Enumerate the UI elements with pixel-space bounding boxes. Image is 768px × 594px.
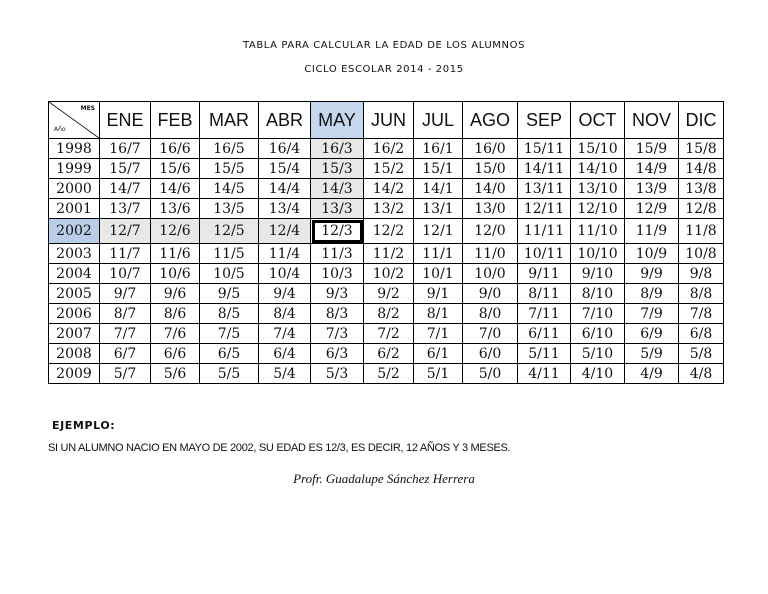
age-cell: 13/2 bbox=[364, 199, 414, 219]
age-cell: 8/8 bbox=[679, 284, 724, 304]
year-cell: 1998 bbox=[49, 139, 100, 159]
month-header-abr: ABR bbox=[259, 102, 311, 139]
month-header-row bbox=[49, 102, 724, 139]
age-cell: 12/6 bbox=[151, 219, 200, 244]
table-row bbox=[49, 159, 724, 179]
age-cell: 14/2 bbox=[364, 179, 414, 199]
corner-month-label: MES bbox=[80, 105, 95, 112]
age-cell: 11/9 bbox=[625, 219, 679, 244]
age-cell: 15/5 bbox=[200, 159, 259, 179]
age-cell: 12/11 bbox=[518, 199, 571, 219]
age-cell: 10/0 bbox=[463, 264, 518, 284]
age-cell: 6/5 bbox=[200, 344, 259, 364]
age-cell: 11/1 bbox=[414, 244, 463, 264]
age-cell: 9/10 bbox=[571, 264, 625, 284]
table-row bbox=[49, 219, 724, 244]
age-cell: 6/7 bbox=[100, 344, 151, 364]
age-cell: 13/5 bbox=[200, 199, 259, 219]
table-row bbox=[49, 244, 724, 264]
age-cell: 13/10 bbox=[571, 179, 625, 199]
age-cell: 14/7 bbox=[100, 179, 151, 199]
age-cell: 16/2 bbox=[364, 139, 414, 159]
age-cell: 6/3 bbox=[311, 344, 364, 364]
age-cell: 16/5 bbox=[200, 139, 259, 159]
age-cell: 14/3 bbox=[311, 179, 364, 199]
age-cell: 10/2 bbox=[364, 264, 414, 284]
age-cell: 10/9 bbox=[625, 244, 679, 264]
example-text: SI UN ALUMNO NACIO EN MAYO DE 2002, SU EDAD ES 12/3, ES DECIR, 12 AÑOS Y 3 MESES. bbox=[48, 442, 511, 454]
age-cell: 15/8 bbox=[679, 139, 724, 159]
age-cell: 13/1 bbox=[414, 199, 463, 219]
age-cell: 4/9 bbox=[625, 364, 679, 384]
age-cell: 7/7 bbox=[100, 324, 151, 344]
age-cell: 12/1 bbox=[414, 219, 463, 244]
year-cell: 2000 bbox=[49, 179, 100, 199]
age-cell: 11/8 bbox=[679, 219, 724, 244]
month-header-feb: FEB bbox=[151, 102, 200, 139]
age-cell: 8/6 bbox=[151, 304, 200, 324]
age-cell: 15/10 bbox=[571, 139, 625, 159]
table-row bbox=[49, 344, 724, 364]
age-cell: 5/11 bbox=[518, 344, 571, 364]
age-cell: 10/10 bbox=[571, 244, 625, 264]
table-row bbox=[49, 284, 724, 304]
age-cell: 5/4 bbox=[259, 364, 311, 384]
month-header-jun: JUN bbox=[364, 102, 414, 139]
age-cell: 6/10 bbox=[571, 324, 625, 344]
age-cell: 8/0 bbox=[463, 304, 518, 324]
age-cell: 14/4 bbox=[259, 179, 311, 199]
corner-year-label: Año bbox=[54, 126, 66, 133]
age-cell: 10/6 bbox=[151, 264, 200, 284]
age-cell: 15/11 bbox=[518, 139, 571, 159]
age-cell: 4/11 bbox=[518, 364, 571, 384]
age-cell: 9/7 bbox=[100, 284, 151, 304]
age-cell: 9/5 bbox=[200, 284, 259, 304]
year-cell: 2001 bbox=[49, 199, 100, 219]
age-cell: 15/4 bbox=[259, 159, 311, 179]
month-header-may: MAY bbox=[311, 102, 364, 139]
age-cell: 13/0 bbox=[463, 199, 518, 219]
age-cell: 9/8 bbox=[679, 264, 724, 284]
age-cell: 13/9 bbox=[625, 179, 679, 199]
age-cell: 7/5 bbox=[200, 324, 259, 344]
age-cell: 8/4 bbox=[259, 304, 311, 324]
age-cell: 10/7 bbox=[100, 264, 151, 284]
age-cell: 5/5 bbox=[200, 364, 259, 384]
age-cell: 13/6 bbox=[151, 199, 200, 219]
age-cell: 10/5 bbox=[200, 264, 259, 284]
age-cell: 11/5 bbox=[200, 244, 259, 264]
year-cell: 2009 bbox=[49, 364, 100, 384]
corner-cell bbox=[49, 102, 100, 139]
age-cell: 7/9 bbox=[625, 304, 679, 324]
age-cell: 12/5 bbox=[200, 219, 259, 244]
age-cell: 13/7 bbox=[100, 199, 151, 219]
age-cell: 14/0 bbox=[463, 179, 518, 199]
age-cell: 8/3 bbox=[311, 304, 364, 324]
year-cell: 2007 bbox=[49, 324, 100, 344]
age-cell: 9/2 bbox=[364, 284, 414, 304]
age-cell: 11/6 bbox=[151, 244, 200, 264]
age-cell: 6/0 bbox=[463, 344, 518, 364]
age-cell: 7/0 bbox=[463, 324, 518, 344]
table-row bbox=[49, 179, 724, 199]
age-cell: 6/6 bbox=[151, 344, 200, 364]
example-label: EJEMPLO: bbox=[52, 419, 116, 432]
age-cell: 15/0 bbox=[463, 159, 518, 179]
age-cell: 7/8 bbox=[679, 304, 724, 324]
age-cell: 7/1 bbox=[414, 324, 463, 344]
document-subtitle: CICLO ESCOLAR 2014 - 2015 bbox=[304, 64, 464, 75]
age-cell: 8/9 bbox=[625, 284, 679, 304]
age-cell: 15/1 bbox=[414, 159, 463, 179]
month-header-ago: AGO bbox=[463, 102, 518, 139]
age-cell: 5/0 bbox=[463, 364, 518, 384]
table-row bbox=[49, 199, 724, 219]
year-cell: 1999 bbox=[49, 159, 100, 179]
age-cell: 10/4 bbox=[259, 264, 311, 284]
age-cell: 10/8 bbox=[679, 244, 724, 264]
age-cell: 10/1 bbox=[414, 264, 463, 284]
age-cell: 7/11 bbox=[518, 304, 571, 324]
age-cell: 5/1 bbox=[414, 364, 463, 384]
age-cell: 9/4 bbox=[259, 284, 311, 304]
age-cell: 8/11 bbox=[518, 284, 571, 304]
age-cell: 12/10 bbox=[571, 199, 625, 219]
age-cell: 10/11 bbox=[518, 244, 571, 264]
age-cell: 5/8 bbox=[679, 344, 724, 364]
age-cell: 12/9 bbox=[625, 199, 679, 219]
age-cell: 12/0 bbox=[463, 219, 518, 244]
age-cell: 5/6 bbox=[151, 364, 200, 384]
age-cell: 9/9 bbox=[625, 264, 679, 284]
age-cell: 15/3 bbox=[311, 159, 364, 179]
age-cell: 16/6 bbox=[151, 139, 200, 159]
signature: Profr. Guadalupe Sánchez Herrera bbox=[293, 471, 475, 486]
document-title: TABLA PARA CALCULAR LA EDAD DE LOS ALUMNOS bbox=[242, 40, 526, 51]
age-cell: 12/3 bbox=[311, 219, 364, 244]
age-cell: 9/1 bbox=[414, 284, 463, 304]
age-cell: 12/8 bbox=[679, 199, 724, 219]
age-cell: 16/4 bbox=[259, 139, 311, 159]
month-header-oct: OCT bbox=[571, 102, 625, 139]
age-cell: 15/2 bbox=[364, 159, 414, 179]
table-row bbox=[49, 364, 724, 384]
year-cell: 2005 bbox=[49, 284, 100, 304]
age-cell: 14/5 bbox=[200, 179, 259, 199]
year-cell: 2003 bbox=[49, 244, 100, 264]
age-cell: 14/6 bbox=[151, 179, 200, 199]
month-header-dic: DIC bbox=[679, 102, 724, 139]
age-cell: 16/1 bbox=[414, 139, 463, 159]
age-cell: 13/3 bbox=[311, 199, 364, 219]
age-cell: 6/2 bbox=[364, 344, 414, 364]
age-cell: 5/9 bbox=[625, 344, 679, 364]
age-cell: 11/10 bbox=[571, 219, 625, 244]
table-row bbox=[49, 264, 724, 284]
month-header-sep: SEP bbox=[518, 102, 571, 139]
age-cell: 9/11 bbox=[518, 264, 571, 284]
age-cell: 12/4 bbox=[259, 219, 311, 244]
age-cell: 14/1 bbox=[414, 179, 463, 199]
age-cell: 6/4 bbox=[259, 344, 311, 364]
age-cell: 15/6 bbox=[151, 159, 200, 179]
age-cell: 6/8 bbox=[679, 324, 724, 344]
month-header-mar: MAR bbox=[200, 102, 259, 139]
age-cell: 9/3 bbox=[311, 284, 364, 304]
age-cell: 11/4 bbox=[259, 244, 311, 264]
age-cell: 16/0 bbox=[463, 139, 518, 159]
age-cell: 11/7 bbox=[100, 244, 151, 264]
age-cell: 9/0 bbox=[463, 284, 518, 304]
age-cell: 13/8 bbox=[679, 179, 724, 199]
age-cell: 7/4 bbox=[259, 324, 311, 344]
age-cell: 8/5 bbox=[200, 304, 259, 324]
age-cell: 14/10 bbox=[571, 159, 625, 179]
year-cell: 2002 bbox=[49, 219, 100, 244]
year-cell: 2006 bbox=[49, 304, 100, 324]
age-cell: 5/10 bbox=[571, 344, 625, 364]
month-header-nov: NOV bbox=[625, 102, 679, 139]
age-cell: 7/10 bbox=[571, 304, 625, 324]
age-cell: 8/7 bbox=[100, 304, 151, 324]
age-cell: 9/6 bbox=[151, 284, 200, 304]
age-cell: 15/9 bbox=[625, 139, 679, 159]
age-cell: 7/2 bbox=[364, 324, 414, 344]
age-cell: 8/2 bbox=[364, 304, 414, 324]
age-cell: 12/7 bbox=[100, 219, 151, 244]
age-cell: 16/7 bbox=[100, 139, 151, 159]
month-header-ene: ENE bbox=[100, 102, 151, 139]
age-cell: 6/1 bbox=[414, 344, 463, 364]
age-table bbox=[48, 101, 724, 384]
age-cell: 8/10 bbox=[571, 284, 625, 304]
table-row bbox=[49, 324, 724, 344]
age-cell: 16/3 bbox=[311, 139, 364, 159]
age-cell: 8/1 bbox=[414, 304, 463, 324]
age-cell: 7/6 bbox=[151, 324, 200, 344]
age-cell: 6/9 bbox=[625, 324, 679, 344]
age-cell: 13/4 bbox=[259, 199, 311, 219]
age-cell: 10/3 bbox=[311, 264, 364, 284]
year-cell: 2008 bbox=[49, 344, 100, 364]
age-cell: 7/3 bbox=[311, 324, 364, 344]
age-cell: 11/11 bbox=[518, 219, 571, 244]
age-cell: 6/11 bbox=[518, 324, 571, 344]
age-cell: 5/3 bbox=[311, 364, 364, 384]
age-cell: 5/2 bbox=[364, 364, 414, 384]
age-cell: 13/11 bbox=[518, 179, 571, 199]
age-cell: 5/7 bbox=[100, 364, 151, 384]
age-cell: 14/8 bbox=[679, 159, 724, 179]
table-row bbox=[49, 139, 724, 159]
age-cell: 11/2 bbox=[364, 244, 414, 264]
age-cell: 4/8 bbox=[679, 364, 724, 384]
month-header-jul: JUL bbox=[414, 102, 463, 139]
age-cell: 11/3 bbox=[311, 244, 364, 264]
age-cell: 14/9 bbox=[625, 159, 679, 179]
table-body bbox=[49, 139, 724, 384]
age-cell: 15/7 bbox=[100, 159, 151, 179]
year-cell: 2004 bbox=[49, 264, 100, 284]
age-cell: 11/0 bbox=[463, 244, 518, 264]
age-cell: 4/10 bbox=[571, 364, 625, 384]
age-cell: 12/2 bbox=[364, 219, 414, 244]
age-cell: 14/11 bbox=[518, 159, 571, 179]
table-row bbox=[49, 304, 724, 324]
